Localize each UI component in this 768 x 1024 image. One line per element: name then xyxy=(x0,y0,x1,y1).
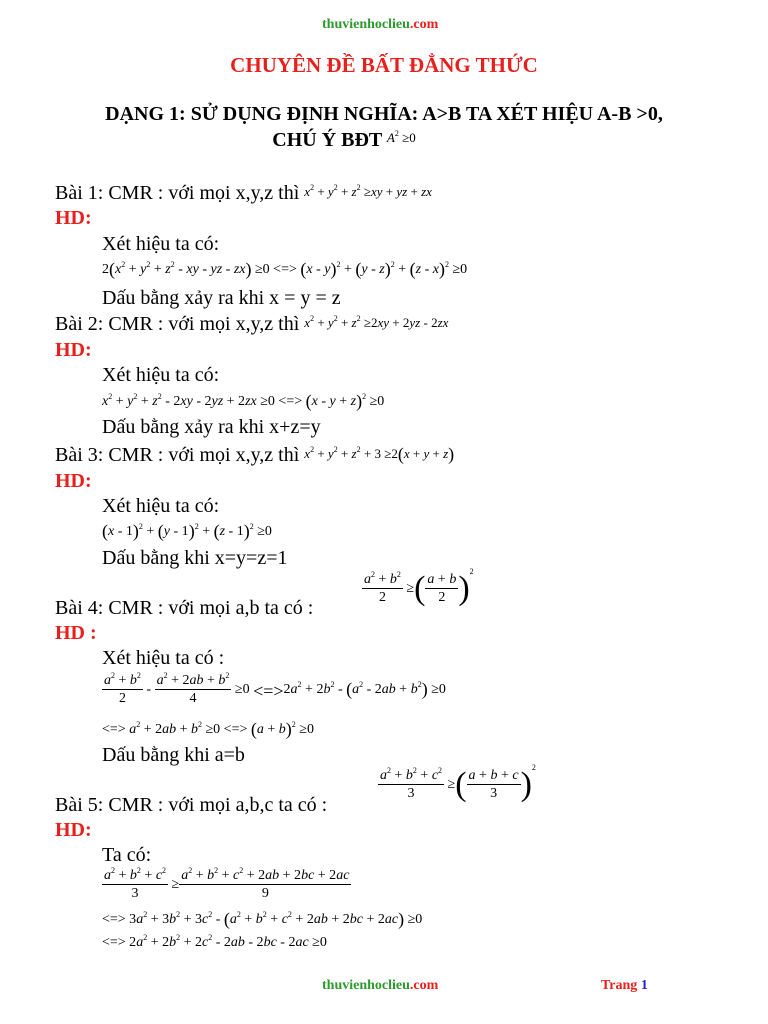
frac-bai4-1: $\frac{a^2 + b^2}{2}$ xyxy=(104,671,141,706)
bai5-statement: Bài 5: CMR : với mọi a,b,c ta có : xyxy=(55,794,328,816)
frac-bai5-1: $\frac{a^2 + b^2 + c^2}{3}$ xyxy=(104,866,167,901)
math-bai3-inequality: $x^2 + y^2 + z^2 + 3 \ge 2(x + y + z)$ xyxy=(304,444,455,464)
bai1-equality: Dấu bằng xảy ra khi x = y = z xyxy=(102,287,341,309)
document-title: CHUYÊN ĐỀ BẤT ĐẲNG THỨC xyxy=(230,53,538,77)
dang1-heading-line2-text: CHÚ Ý BĐT xyxy=(272,129,382,151)
frac-ab-over-2: $\frac{a + b}{2}$ xyxy=(427,572,457,605)
math-bai5-line2: <=> $3a^2 + 3b^2 + 3c^2 - (a^2 + b^2 + c^2 + 2ab + 2bc + 2ac) \ge 0$ xyxy=(102,909,423,929)
bai3-hd-label: HD: xyxy=(55,470,92,492)
footer-site-name-text: thuvienhoclieu xyxy=(322,978,410,993)
math-a-squared-ge-0: A2 ≥0 xyxy=(386,129,416,145)
math-bai1-difference: $2(x^2 + y^2 + z^2$ - xy - yz - zx) ≥0 <=> (x - y)$^2$ + (y - z)$^2$ + (z - x)$^2$ ≥0 xyxy=(102,259,468,279)
bai1-step1: Xét hiệu ta có: xyxy=(102,233,220,255)
bai2-statement xyxy=(55,313,448,336)
frac-abc-over-3: $\frac{a + b + c}{3}$ xyxy=(468,768,519,801)
bai4-step1: Xét hiệu ta có : xyxy=(102,647,225,669)
math-bai2-inequality: $x^2 + y^2 + z^2 \ge 2xy + 2yz - 2zx$ xyxy=(304,314,449,330)
math-bai5-line3: <=> $2a^2 + 2b^2 + 2c^2 - 2ab - 2bc - 2ac \ge 0$ xyxy=(102,933,327,950)
bai2-hd-label: HD: xyxy=(55,339,92,361)
bai2-step1: Xét hiệu ta có: xyxy=(102,364,220,386)
frac-a2b2c2-over-3: $\frac{a^2 + b^2 + c^2}{3}$ xyxy=(380,766,443,801)
footer-site-tld: .com xyxy=(409,978,439,993)
bai1-statement xyxy=(55,182,432,205)
frac-a2b2-over-2: $\frac{a^2 + b^2}{2}$ xyxy=(364,570,401,605)
bai4-statement: Bài 4: CMR : với mọi a,b ta có : xyxy=(55,597,314,619)
math-bai2-difference: $x^2 + y^2 + z^2 - 2xy - 2yz + 2zx \ge 0$ <=> $(x - y + z)^2 \ge 0$ xyxy=(102,391,385,411)
frac-bai5-2: $\frac{a^2 + b^2 + c^2 + 2ab + 2bc + 2ac}{9}$ xyxy=(181,866,350,901)
math-bai5-inequality: $\frac{a^2 + b^2 + c^2}{3}$ ≥( $\frac{a + b + c}{3}$ )$^2$ xyxy=(380,763,536,803)
bai2-equality: Dấu bằng xảy ra khi x+z=y xyxy=(102,416,321,438)
bai3-label: Bài 3: CMR : với mọi x,y,z thì xyxy=(55,444,300,466)
frac-bai4-2: $\frac{a^2 + 2ab + b^2}{4}$ xyxy=(156,671,230,706)
footer-site-name xyxy=(322,978,438,994)
bai5-step1: Ta có: xyxy=(102,844,152,866)
math-bai4-difference-line2: <=> $a^2 + 2ab + b^2 \ge 0$ <=> $(a + b)^2 \ge 0$ xyxy=(102,719,314,739)
bai4-equality: Dấu bằng khi a=b xyxy=(102,744,245,766)
math-bai4-inequality: $\frac{a^2 + b^2}{2}$ ≥( $\frac{a + b}{2}$ )$^2$ xyxy=(364,567,474,607)
bai3-equality: Dấu bằng khi x=y=z=1 xyxy=(102,547,288,569)
dang1-heading-line1: DẠNG 1: SỬ DỤNG ĐỊNH NGHĨA: A>B TA XÉT HIỆU A-B >0, xyxy=(105,103,663,125)
header-site-name-text: thuvienhoclieu xyxy=(322,17,410,32)
bai2-label: Bài 2: CMR : với mọi x,y,z thì xyxy=(55,313,300,335)
page-number-value: 1 xyxy=(640,978,648,993)
header-site-tld: .com xyxy=(409,17,439,32)
math-bai3-difference: (x - 1)$^2$ + (y - 1)$^2$ + (z - 1)$^2$ ≥0 xyxy=(102,521,272,541)
header-site-name xyxy=(322,17,438,33)
page-number xyxy=(601,978,648,994)
bai1-hd-label: HD: xyxy=(55,207,92,229)
bai3-step1: Xét hiệu ta có: xyxy=(102,495,220,517)
math-bai4-difference-line1: $\frac{a^2 + b^2}{2}$ - $\frac{a^2 + 2ab + b^2}{4}$ $\ge 0 <=>2a^2 + 2b^2 - (a^2 - 2ab + b^2) \ge 0$ xyxy=(104,671,446,706)
dang1-heading-line2 xyxy=(0,129,728,152)
page-label: Trang xyxy=(601,978,638,993)
math-bai1-inequality: $x^2 + y^2 + z^2 \ge xy$ + yz + zx xyxy=(304,183,432,199)
math-bai5-line1: $\frac{a^2 + b^2 + c^2}{3}$ ≥ $\frac{a^2 + b^2 + c^2 + 2ab + 2bc + 2ac}{9}$ xyxy=(104,866,350,901)
bai3-statement xyxy=(55,444,454,467)
bai5-hd-label: HD: xyxy=(55,819,92,841)
bai1-label: Bài 1: CMR : với mọi x,y,z thì xyxy=(55,182,300,204)
bai4-hd-label: HD : xyxy=(55,622,97,644)
